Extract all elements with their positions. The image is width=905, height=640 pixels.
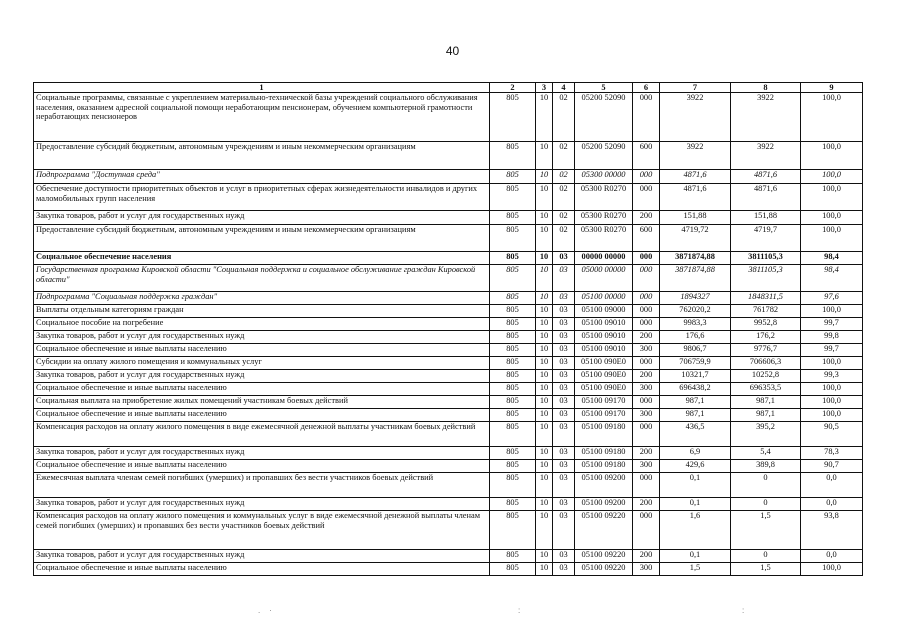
cell-plan-amount: 0,1 [660,473,731,498]
cell-section: 10 [536,498,553,511]
scan-artifact: : [742,606,745,615]
cell-plan-amount: 1894327 [660,292,731,305]
cell-plan-amount: 9983,3 [660,318,731,331]
cell-plan-amount: 9806,7 [660,344,731,357]
cell-expense-type: 000 [633,184,660,211]
cell-percent: 100,0 [801,93,863,142]
table-row [34,93,863,142]
cell-actual-amount: 4719,7 [731,225,801,252]
cell-name: Социальное обеспечение и иные выплаты населению [34,563,490,576]
cell-ministry-code: 805 [490,447,536,460]
cell-percent: 99,7 [801,318,863,331]
cell-percent: 93,8 [801,511,863,550]
cell-percent: 99,7 [801,344,863,357]
cell-section: 10 [536,396,553,409]
cell-actual-amount: 1,5 [731,563,801,576]
cell-actual-amount: 761782 [731,305,801,318]
table-row [34,142,863,170]
page-number: 40 [445,44,460,58]
cell-actual-amount: 395,2 [731,422,801,447]
column-header-ministry-code: 2 [490,83,536,93]
cell-ministry-code: 805 [490,225,536,252]
column-header-plan-amount: 7 [660,83,731,93]
cell-ministry-code: 805 [490,357,536,370]
cell-ministry-code: 805 [490,265,536,292]
cell-target-article: 05100 09010 [575,318,633,331]
table-row [34,473,863,498]
table-row [34,265,863,292]
cell-subsection: 03 [553,409,575,422]
cell-actual-amount: 0 [731,498,801,511]
scan-artifact: . · [258,606,272,615]
cell-percent: 100,0 [801,396,863,409]
cell-actual-amount: 696353,5 [731,383,801,396]
column-header-section: 3 [536,83,553,93]
cell-name: Обеспечение доступности приоритетных объектов и услуг в приоритетных сферах жизнедеятельности инвалидов и других маломобильных групп населения [34,184,490,211]
scan-artifact: : [518,606,521,615]
cell-section: 10 [536,142,553,170]
cell-actual-amount: 0 [731,550,801,563]
cell-expense-type: 600 [633,225,660,252]
table-row [34,511,863,550]
column-header-expense-type: 6 [633,83,660,93]
cell-name: Закупка товаров, работ и услуг для государственных нужд [34,498,490,511]
cell-subsection: 02 [553,211,575,225]
cell-actual-amount: 9952,8 [731,318,801,331]
cell-percent: 100,0 [801,211,863,225]
cell-subsection: 03 [553,447,575,460]
cell-section: 10 [536,93,553,142]
cell-target-article: 05100 00000 [575,292,633,305]
column-header-actual-amount: 8 [731,83,801,93]
cell-name: Ежемесячная выплата членам семей погибших (умерших) и пропавших без вести участников боевых действий [34,473,490,498]
cell-section: 10 [536,305,553,318]
cell-expense-type: 000 [633,511,660,550]
cell-plan-amount: 1,5 [660,563,731,576]
cell-subsection: 03 [553,331,575,344]
cell-subsection: 02 [553,184,575,211]
cell-percent: 100,0 [801,383,863,396]
cell-section: 10 [536,511,553,550]
cell-expense-type: 000 [633,305,660,318]
table-row [34,305,863,318]
cell-percent: 97,6 [801,292,863,305]
cell-target-article: 05100 09180 [575,460,633,473]
cell-ministry-code: 805 [490,331,536,344]
cell-name: Выплаты отдельным категориям граждан [34,305,490,318]
table-row [34,550,863,563]
cell-section: 10 [536,357,553,370]
cell-ministry-code: 805 [490,422,536,447]
cell-percent: 0,0 [801,498,863,511]
table-row [34,409,863,422]
cell-target-article: 05100 09220 [575,511,633,550]
cell-name: Социальное пособие на погребение [34,318,490,331]
cell-expense-type: 000 [633,357,660,370]
cell-subsection: 03 [553,550,575,563]
cell-plan-amount: 4871,6 [660,170,731,184]
cell-expense-type: 200 [633,447,660,460]
cell-subsection: 03 [553,305,575,318]
cell-plan-amount: 0,1 [660,498,731,511]
cell-name: Предоставление субсидий бюджетным, автономным учреждениям и иным некоммерческим организациям [34,142,490,170]
cell-name: Социальное обеспечение и иные выплаты населению [34,344,490,357]
cell-name: Компенсация расходов на оплату жилого помещения в виде ежемесячной денежной выплаты участникам боевых действий [34,422,490,447]
cell-expense-type: 200 [633,211,660,225]
column-header-name: 1 [34,83,490,93]
cell-plan-amount: 3871874,88 [660,265,731,292]
cell-expense-type: 300 [633,409,660,422]
cell-name: Социальная выплата на приобретение жилых помещений участникам боевых действий [34,396,490,409]
cell-expense-type: 000 [633,170,660,184]
cell-plan-amount: 706759,9 [660,357,731,370]
cell-section: 10 [536,383,553,396]
cell-subsection: 03 [553,265,575,292]
cell-subsection: 02 [553,142,575,170]
cell-name: Государственная программа Кировской области "Социальная поддержка и социальное обслуживание граждан Кировской области" [34,265,490,292]
cell-actual-amount: 5,4 [731,447,801,460]
cell-plan-amount: 987,1 [660,409,731,422]
cell-percent: 100,0 [801,184,863,211]
cell-ministry-code: 805 [490,344,536,357]
cell-ministry-code: 805 [490,460,536,473]
cell-subsection: 03 [553,460,575,473]
table-row [34,292,863,305]
cell-subsection: 03 [553,383,575,396]
cell-percent: 0,0 [801,550,863,563]
cell-percent: 100,0 [801,170,863,184]
cell-percent: 0,0 [801,473,863,498]
table-row [34,422,863,447]
cell-ministry-code: 805 [490,563,536,576]
cell-section: 10 [536,344,553,357]
cell-ministry-code: 805 [490,550,536,563]
cell-name: Предоставление субсидий бюджетным, автономным учреждениям и иным некоммерческим организациям [34,225,490,252]
cell-expense-type: 300 [633,460,660,473]
cell-plan-amount: 1,6 [660,511,731,550]
cell-percent: 90,7 [801,460,863,473]
cell-name: Компенсация расходов на оплату жилого помещения и коммунальных услуг в виде ежемесячной денежной выплаты членам семей погибших (умерших) и пропавших без вести участников боевых действий [34,511,490,550]
cell-target-article: 05100 09200 [575,473,633,498]
cell-percent: 98,4 [801,265,863,292]
cell-section: 10 [536,473,553,498]
cell-ministry-code: 805 [490,211,536,225]
cell-actual-amount: 0 [731,473,801,498]
column-header-percent: 9 [801,83,863,93]
cell-percent: 99,3 [801,370,863,383]
cell-ministry-code: 805 [490,170,536,184]
cell-expense-type: 000 [633,265,660,292]
cell-actual-amount: 3922 [731,93,801,142]
table-row [34,563,863,576]
cell-actual-amount: 706606,3 [731,357,801,370]
cell-plan-amount: 6,9 [660,447,731,460]
cell-plan-amount: 987,1 [660,396,731,409]
cell-subsection: 03 [553,511,575,550]
cell-ministry-code: 805 [490,252,536,265]
cell-plan-amount: 429,6 [660,460,731,473]
cell-name: Подпрограмма "Социальная поддержка граждан" [34,292,490,305]
cell-expense-type: 000 [633,473,660,498]
cell-target-article: 05100 09170 [575,396,633,409]
cell-subsection: 02 [553,93,575,142]
budget-table [33,82,863,576]
cell-target-article: 05100 09010 [575,344,633,357]
cell-actual-amount: 9776,7 [731,344,801,357]
cell-target-article: 05100 09180 [575,447,633,460]
cell-ministry-code: 805 [490,318,536,331]
cell-target-article: 05100 09170 [575,409,633,422]
cell-target-article: 05100 090E0 [575,370,633,383]
cell-subsection: 03 [553,344,575,357]
cell-percent: 100,0 [801,305,863,318]
cell-name: Социальное обеспечение и иные выплаты населению [34,409,490,422]
cell-percent: 100,0 [801,142,863,170]
cell-actual-amount: 176,2 [731,331,801,344]
table-row [34,211,863,225]
cell-actual-amount: 987,1 [731,396,801,409]
cell-ministry-code: 805 [490,383,536,396]
table-row [34,357,863,370]
cell-ministry-code: 805 [490,511,536,550]
cell-ministry-code: 805 [490,292,536,305]
cell-subsection: 03 [553,292,575,305]
table-row [34,184,863,211]
cell-plan-amount: 10321,7 [660,370,731,383]
cell-ministry-code: 805 [490,142,536,170]
table-row [34,447,863,460]
cell-percent: 98,4 [801,252,863,265]
cell-name: Социальное обеспечение населения [34,252,490,265]
cell-subsection: 03 [553,422,575,447]
cell-subsection: 03 [553,396,575,409]
cell-name: Закупка товаров, работ и услуг для государственных нужд [34,447,490,460]
cell-actual-amount: 3811105,3 [731,265,801,292]
cell-expense-type: 000 [633,396,660,409]
cell-expense-type: 200 [633,498,660,511]
cell-name: Субсидии на оплату жилого помещения и коммунальных услуг [34,357,490,370]
cell-ministry-code: 805 [490,498,536,511]
cell-plan-amount: 696438,2 [660,383,731,396]
cell-section: 10 [536,225,553,252]
column-header-subsection: 4 [553,83,575,93]
cell-section: 10 [536,370,553,383]
table-row [34,498,863,511]
cell-percent: 99,8 [801,331,863,344]
cell-target-article: 05000 00000 [575,265,633,292]
cell-section: 10 [536,331,553,344]
cell-ministry-code: 805 [490,409,536,422]
cell-plan-amount: 3871874,88 [660,252,731,265]
cell-expense-type: 200 [633,370,660,383]
cell-plan-amount: 762020,2 [660,305,731,318]
table-row [34,460,863,473]
cell-expense-type: 600 [633,142,660,170]
cell-percent: 100,0 [801,357,863,370]
cell-expense-type: 000 [633,318,660,331]
cell-actual-amount: 3922 [731,142,801,170]
cell-subsection: 03 [553,318,575,331]
cell-percent: 100,0 [801,563,863,576]
cell-ministry-code: 805 [490,370,536,383]
cell-section: 10 [536,409,553,422]
cell-target-article: 05100 09010 [575,331,633,344]
cell-expense-type: 000 [633,252,660,265]
cell-target-article: 05300 R0270 [575,211,633,225]
cell-percent: 100,0 [801,409,863,422]
cell-actual-amount: 389,8 [731,460,801,473]
cell-ministry-code: 805 [490,305,536,318]
cell-target-article: 05300 R0270 [575,184,633,211]
cell-name: Закупка товаров, работ и услуг для государственных нужд [34,370,490,383]
cell-percent: 100,0 [801,225,863,252]
cell-actual-amount: 1,5 [731,511,801,550]
cell-target-article: 05100 090E0 [575,383,633,396]
cell-plan-amount: 436,5 [660,422,731,447]
cell-target-article: 00000 00000 [575,252,633,265]
cell-expense-type: 300 [633,563,660,576]
cell-plan-amount: 4871,6 [660,184,731,211]
table-header-row [34,83,863,93]
cell-actual-amount: 987,1 [731,409,801,422]
cell-name: Социальное обеспечение и иные выплаты населению [34,460,490,473]
cell-plan-amount: 0,1 [660,550,731,563]
cell-subsection: 03 [553,563,575,576]
cell-section: 10 [536,460,553,473]
table-row [34,370,863,383]
cell-section: 10 [536,447,553,460]
cell-name: Закупка товаров, работ и услуг для государственных нужд [34,550,490,563]
cell-subsection: 03 [553,357,575,370]
cell-subsection: 03 [553,370,575,383]
cell-section: 10 [536,563,553,576]
cell-percent: 90,5 [801,422,863,447]
cell-target-article: 05100 090E0 [575,357,633,370]
cell-target-article: 05100 09000 [575,305,633,318]
cell-section: 10 [536,550,553,563]
cell-plan-amount: 3922 [660,93,731,142]
cell-actual-amount: 4871,6 [731,184,801,211]
cell-ministry-code: 805 [490,396,536,409]
cell-ministry-code: 805 [490,184,536,211]
cell-subsection: 02 [553,225,575,252]
cell-target-article: 05100 09200 [575,498,633,511]
cell-target-article: 05100 09220 [575,550,633,563]
cell-section: 10 [536,292,553,305]
table-row [34,170,863,184]
cell-name: Закупка товаров, работ и услуг для государственных нужд [34,211,490,225]
cell-target-article: 05300 00000 [575,170,633,184]
cell-plan-amount: 151,88 [660,211,731,225]
cell-subsection: 03 [553,498,575,511]
cell-ministry-code: 805 [490,93,536,142]
cell-actual-amount: 3811105,3 [731,252,801,265]
cell-section: 10 [536,265,553,292]
cell-section: 10 [536,170,553,184]
cell-section: 10 [536,252,553,265]
cell-plan-amount: 4719,72 [660,225,731,252]
cell-target-article: 05200 52090 [575,142,633,170]
table-row [34,396,863,409]
cell-name: Социальные программы, связанные с укреплением материально-технической базы учреждений социального обслуживания населения, оказанием адресной социальной помощи неработающим пенсионерам, обучением компьютерной грамотности неработающих пенсионеров [34,93,490,142]
cell-target-article: 05200 52090 [575,93,633,142]
cell-name: Социальное обеспечение и иные выплаты населению [34,383,490,396]
cell-name: Закупка товаров, работ и услуг для государственных нужд [34,331,490,344]
cell-target-article: 05300 R0270 [575,225,633,252]
cell-subsection: 03 [553,252,575,265]
cell-actual-amount: 1848311,5 [731,292,801,305]
cell-expense-type: 300 [633,383,660,396]
cell-expense-type: 000 [633,93,660,142]
cell-actual-amount: 10252,8 [731,370,801,383]
table-row [34,318,863,331]
cell-plan-amount: 176,6 [660,331,731,344]
table-row [34,331,863,344]
cell-plan-amount: 3922 [660,142,731,170]
cell-expense-type: 000 [633,292,660,305]
cell-section: 10 [536,184,553,211]
column-header-target-article: 5 [575,83,633,93]
cell-target-article: 05100 09220 [575,563,633,576]
cell-expense-type: 000 [633,422,660,447]
cell-name: Подпрограмма "Доступная среда" [34,170,490,184]
cell-subsection: 03 [553,473,575,498]
table-row [34,252,863,265]
table-row [34,383,863,396]
cell-target-article: 05100 09180 [575,422,633,447]
cell-section: 10 [536,211,553,225]
cell-ministry-code: 805 [490,473,536,498]
cell-expense-type: 200 [633,550,660,563]
cell-section: 10 [536,422,553,447]
cell-actual-amount: 151,88 [731,211,801,225]
cell-expense-type: 200 [633,331,660,344]
cell-expense-type: 300 [633,344,660,357]
table-row [34,225,863,252]
table-row [34,344,863,357]
cell-section: 10 [536,318,553,331]
cell-percent: 78,3 [801,447,863,460]
cell-actual-amount: 4871,6 [731,170,801,184]
cell-subsection: 02 [553,170,575,184]
